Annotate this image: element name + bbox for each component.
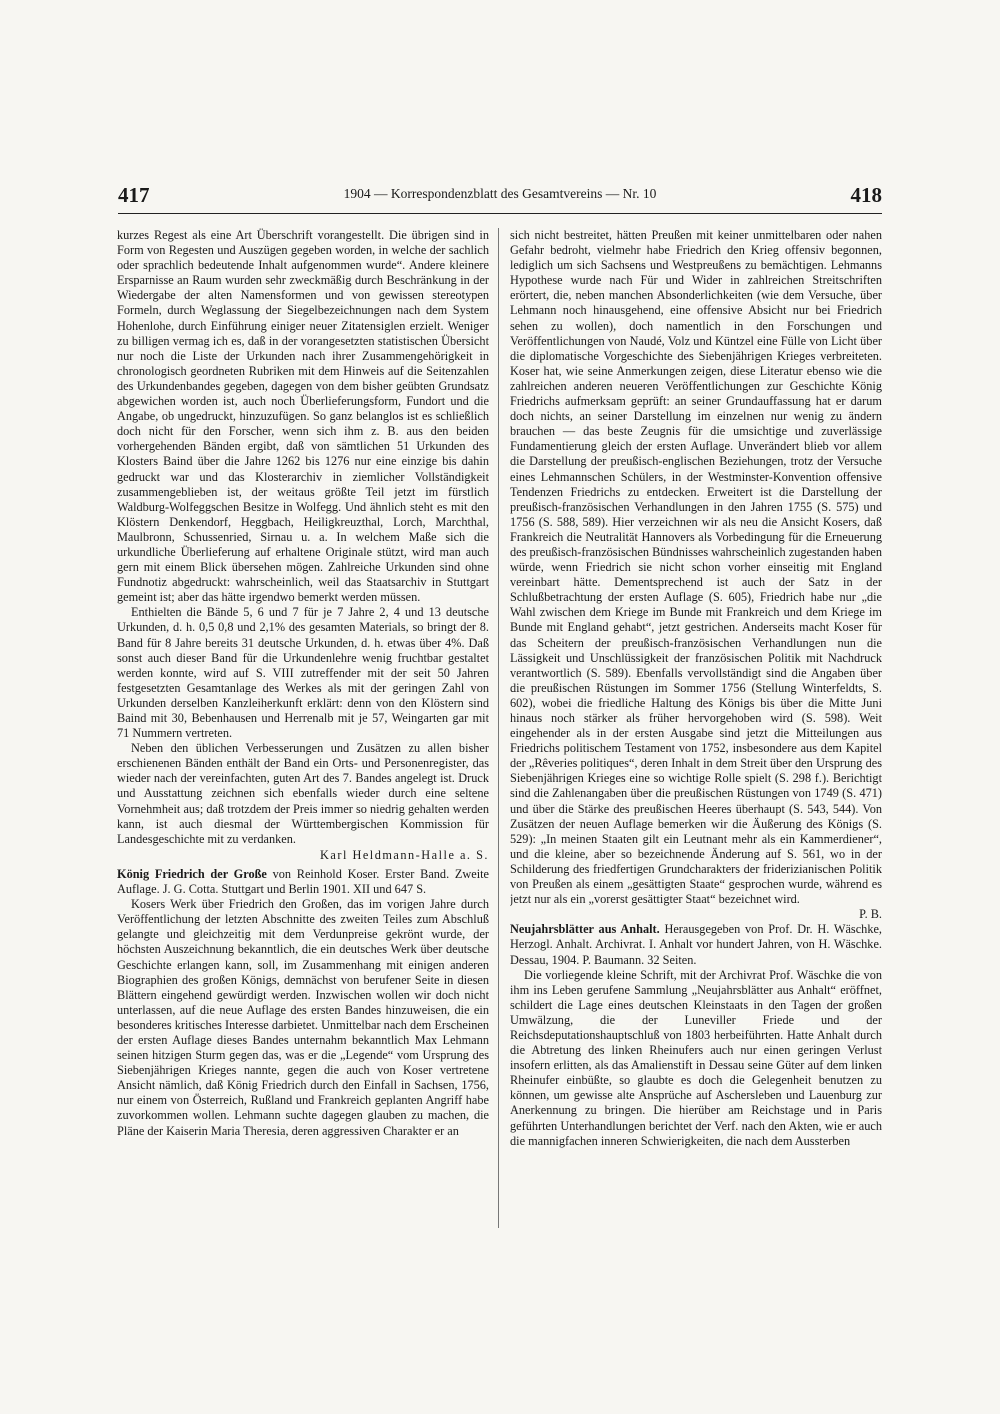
review-meta: Herausgegeben von Prof. Dr. H. Wäschke, Herzogl. Anhalt. Archivrat. I. Anhalt vor hundert Jahren, von H. Wäschke. Dessau, 1904. P. Baumann. 32 Seiten. <box>510 922 882 967</box>
review-title: Neujahrsblätter aus Anhalt. <box>510 922 660 937</box>
author-signature: Karl Heldmann-Halle a. S. <box>320 847 489 862</box>
page-header <box>118 183 882 213</box>
right-column <box>510 228 882 1240</box>
page-number-left: 417 <box>118 183 150 207</box>
header-rule <box>118 213 882 214</box>
column-divider <box>498 228 499 1228</box>
author-initials: P. B. <box>859 907 882 922</box>
paragraph: kurzes Regest als eine Art Überschrift vorangestellt. Die übrigen sind in Form von Regesten und Auszügen gegeben worden, in welche der sachlich oder sprachlich bedeutende Inhalt aufgenommen wurde“. Andere kleinere Ersparnisse an Raum wurden sehr zweckmäßig durch Beschränkung in der Wiedergabe der alten Namensformen und von gewissen stereotypen Formeln, durch Weglassung der Siegelbezeichnungen nach dem System Hohenlohe, durch Einführung einiger neuer Zitatensiglen erzielt. Weniger zu billigen vermag ich es, daß in der vorangesetzten statistischen Übersicht nur noch die Liste der Urkunden nach ihrer Zusammengehörigkeit in chronologisch geordneten Rubriken mit dem Hinweis auf die Seitenzahlen des Urkundenbandes gegeben, dagegen von dem bisher geübten Grundsatz abgewichen worden ist, auch noch Überlieferungsform, Fundort und die Angabe, ob ungedruckt, hinzuzufügen. So ganz belanglos ist es schließlich doch nicht für den Forscher, wenn sich ihm z. B. aus den beiden vorhergehenden Bänden ergibt, daß von sämtlichen 51 Urkunden des Klosters Baind über die Jahre 1262 bis 1276 nur eine einzige bis dahin gedruckt war und das Klosterarchiv in ziemlicher Vollständigkeit zusammengeblieben ist, der weitaus größte Teil jetzt im fürstlich Waldburg-Wolfeggschen Besitze in Wolfegg. Und ähnlich steht es mit den Klöstern Denkendorf, Heggbach, Heiligkreuzthal, Lorch, Marchthal, Maulbronn, Schussenried, Sirnau u. a. In welchem Maße sich die urkundliche Überlieferung auf erhaltene Originale stützt, wird man auch gern mit einem Blick übersehen mögen. Zahlreiche Urkunden sind ohne Fundnotiz abgedruckt: wahrscheinlich, weil das Staatsarchiv in Stuttgart gemeint ist; aber das hätte irgendwo bemerkt werden müssen. <box>117 228 489 605</box>
review-heading <box>510 922 882 967</box>
paragraph: Enthielten die Bände 5, 6 und 7 für je 7 Jahre 2, 4 und 13 deutsche Urkunden, d. h. 0,5 0,8 und 2,1% des gesamten Materials, so bringt der 8. Band für 8 Jahre bereits 31 deutsche Urkunden, d. h. etwas über 4%. Daß sonst auch dieser Band für die Urkundenlehre wenig fruchtbar gestaltet werden konnte, wird auf S. VIII zutreffender mit der seit 50 Jahren festgesetzten Gesamtanlage des Werkes als mit der geringen Zahl von Urkunden derselben Kanzleiherkunft erklärt: denn von den Klöstern sind Baind mit 30, Bebenhausen und Herrenalb mit je 57, Weingarten gar mit 71 Nummern vertreten. <box>117 605 489 741</box>
review-meta: von Reinhold Koser. Erster Band. Zweite Auflage. J. G. Cotta. Stuttgart und Berlin 1901. XII und 647 S. <box>117 866 489 897</box>
review-heading <box>117 867 489 897</box>
page-number-right: 418 <box>850 183 882 207</box>
review-title: König Friedrich der Große <box>117 866 267 881</box>
running-head: 1904 — Korrespondenzblatt des Gesamtvereins — Nr. 10 <box>343 186 657 201</box>
paragraph: Die vorliegende kleine Schrift, mit der Archivrat Prof. Wäschke die von ihm ins Leben gerufene Sammlung „Neujahrsblätter aus Anhalt“ eröffnet, schildert die Lage eines deutschen Kleinstaats in den Tagen der großen Umwälzung, die der Luneviller Friede und der Reichsdeputationshauptschluß von 1803 herbeiführten. Hatte Anhalt durch die Abtretung des linken Rheinufers auch nur einen geringen Verlust insofern erlitten, als das Amalienstift in Dessau seine Güter auf dem linken Rheinufer einbüßte, so glaubte es doch die Gelegenheit benutzen zu können, um gewisse alte Ansprüche auf Aschersleben und Lauenburg zur Anerkennung zu bringen. Die hierüber am Reichstage und in Paris geführten Unterhandlungen berichtet der Verf. nach den Akten, wie er auch die mannigfachen inneren Schwierigkeiten, die nach dem Aussterben <box>510 967 882 1148</box>
paragraph: Neben den üblichen Verbesserungen und Zusätzen zu allen bisher erschienenen Bänden enthält der Band ein Orts- und Personenregister, das wieder nach der vereinfachten, guten Art des 7. Bandes angelegt ist. Druck und Ausstattung zeichnen sich ebenfalls wieder durch eine seltene Vornehmheit aus; daß trotzdem der Preis immer so niedrig gehalten werden kann, ist auch diesmal der Württembergischen Kommission für Landesgeschichte mit zu verdanken. <box>117 741 489 846</box>
paragraph: sich nicht bestreitet, hätten Preußen mit keiner unmittelbaren oder nahen Gefahr bedroht, vielmehr habe Friedrich den Krieg offensiv begonnen, lediglich um sich Sachsens und Westpreußens zu bemächtigen. Lehmanns Hypothese wurde nach Für und Wider in zahlreichen Streitschriften erörtert, die, neben manchen Absonderlichkeiten (wie dem Versuche, über Lehmann noch hinausgehend, eine offensive Absicht nur bei Friedrich sehen zu wollen), doch namentlich in den Forschungen und Veröffentlichungen von Naudé, Volz und Küntzel eine Fülle von Licht über die diplomatische Vorgeschichte des Siebenjährigen Krieges verbreiteten. Koser hat, wie seine Anmerkungen zeigen, diese Literatur ebenso wie die zahlreichen anderen neueren Veröffentlichungen zur Geschichte König Friedrichs aufmerksam geprüft: an seiner Grundauffassung hat er darum doch nichts, an seiner Darstellung im einzelnen nur wenig zu ändern brauchen — das beste Zeugnis für die umsichtige und zuverlässige Fundamentierung gleich der ersten Auflage. Unverändert blieb vor allem die Darstellung der preußisch-englischen Beziehungen, trotz der Versuche eines Lehmannschen Schülers, in der Westminster-Konvention offensive Tendenzen Friedrichs zu entdecken. Erweitert ist die Darstellung der preußisch-französischen Verhandlungen in den Jahren 1755 (S. 575) und 1756 (S. 588, 589). Hier verzeichnen wir als neu die Ansicht Kosers, daß Frankreich die Neutralität Hannovers als Vorbedingung für die Erneuerung des preußisch-französischen Bündnisses wahrscheinlich zugestanden haben würde, wenn Friedrich sie nicht schon vorher einseitig mit England vereinbart hätte. Dementsprechend ist auch der Satz in der Schlußbetrachtung der ersten Auflage (S. 605), Friedrich habe nur „die Wahl zwischen dem Kriege im Bunde mit Frankreich und dem Kriege im Bunde mit England gehabt“, jetzt gestrichen. Anderseits macht Koser für das Scheitern der preußisch-französischen Verhandlungen nun die Lässigkeit und Unschlüssigkeit der französischen Politik mit Nachdruck verantwortlich (S. 589). Ebenfalls vervollständigt sind die Angaben über die preußischen Rüstungen im Sommer 1756 (Stellung Winterfeldts, S. 602), wobei die friedliche Haltung des Königs bis über die Mitte Juni hinaus noch stärker als früher hervorgehoben wird (S. 598). Weit eingehender als in der ersten Ausgabe sind jetzt die Mitteilungen aus Friedrichs politischem Testament von 1752, insbesondere aus dem Kapitel der „Rêveries politiques“, deren Inhalt in dem Streit über den Ursprung des Siebenjährigen Krieges eine so wichtige Rolle spielt (S. 298 f.). Berichtigt sind die Zahlenangaben über die preußischen Rüstungen von 1749 (S. 471) und über die Stärke des preußischen Heeres überhaupt (S. 543, 544). Von Zusätzen der neuen Auflage bemerken wir die Äußerung des Königs (S. 529): „In meinen Staaten gilt ein Leutnant mehr als ein Kammerdiener“, und die kleine, aber so bezeichnende Änderung auf S. 561, wo in der Schilderung des friedfertigen Grundcharakters der friderizianischen Politik von Preußen als einem „gesättigten Staate“ gesprochen wurde, während es jetzt nur als ein „vorerst gesättigter Staat“ bezeichnet wird. <box>510 228 882 907</box>
left-column <box>117 228 489 1240</box>
paragraph: Kosers Werk über Friedrich den Großen, das im vorigen Jahre durch Veröffentlichung der letzten Abschnitte des zweiten Teiles zum Abschluß gelangte und gleichzeitig mit dem Verdunpreise gekrönt wurde, der höchsten Auszeichnung bekanntlich, die ein deutsches Werk über deutsche Geschichte erlangen kann, soll, im Zusammenhang mit einigen anderen Biographien des großen Königs, demnächst von berufener Seite in diesen Blättern eingehend gewürdigt werden. Inzwischen wollen wir doch nicht unterlassen, auf die neue Auflage des ersten Bandes hinzuweisen, die ein besonderes kritisches Interesse darbietet. Unmittelbar nach dem Erscheinen der ersten Auflage dieses Bandes unternahm bekanntlich Max Lehmann seinen hitzigen Sturm gegen das, was er die „Legende“ vom Ursprung des Siebenjährigen Krieges nannte, gegen die auch von Koser vertretene Ansicht nämlich, daß König Friedrich durch den Einfall in Sachsen, 1756, nur einem von Österreich, Rußland und Frankreich geplanten Angriff habe zuvorkommen wollen. Lehmann suchte dagegen glauben zu machen, die Pläne der Kaiserin Maria Theresia, deren aggressiven Charakter er an <box>117 897 489 1138</box>
